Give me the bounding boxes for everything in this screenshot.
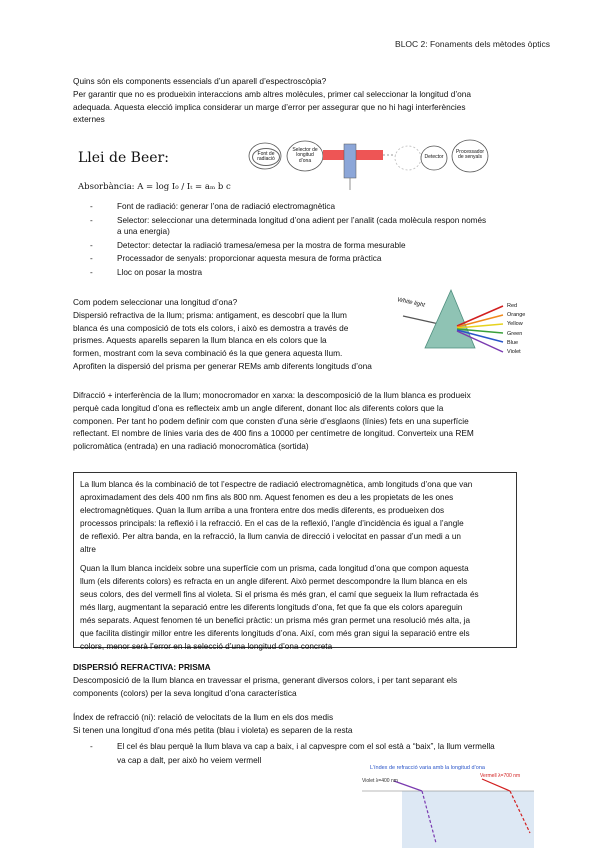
color-label-violet: Violet [507,349,521,356]
paragraph-line: externes [73,114,105,125]
spectrometer-schematic [248,136,490,192]
list-item: - Lloc on posar la mostra [90,266,530,280]
section-refraction [73,711,533,737]
question-components: Quins són els components essencials d’un aparell d’espectroscòpia? [73,76,327,86]
section-dispersion [73,661,533,699]
components-list [90,200,530,279]
refraction-index-line: Índex de refracció (ni): relació de velocitats de la llum en els dos medis [73,712,334,722]
violet-label: Violet λ=400 nm [362,778,398,784]
paragraph-line: perquè cada longitud d’ona es reflecteix amb un angle diferent, donant lloc als diferents colors que la [73,402,444,413]
paragraph-line: reflectant. El nombre de línies varia des de 400 fins a 10000 per centímetre de longitud. Converteix una REM [73,428,474,439]
list-item: - Processador de senyals: proporcionar aquesta mesura de forma pràctica [90,252,530,266]
paragraph-line: aproximadament des dels 400 nm fins als 800 nm. Aquest fenomen es deu a les propietats de les ones [80,493,454,502]
paragraph-line: Per garantir que no es produeixin interaccions amb altres molècules, primer cal seleccionar la longitud d’ona [73,88,471,99]
list-item: - Selector: seleccionar una determinada longitud d’ona adient per l’analit (cada molècula respon només [90,214,530,228]
refraction-figure-title: L’índex de refracció varia amb la longitud d’ona [370,765,485,771]
list-item-continuation: a una energia) [117,227,170,236]
paragraph-line: prismes. Aquests aparells separen la llum blanca en els colors que la [73,335,327,346]
refraction-wavelength-line: Si tenen una longitud d’ona més petita (blau i violeta) es separen de la resta [73,724,353,735]
paragraph-line: Difracció + interferència de la llum; monocromador en xarxa: la descomposició de la llum blanca es produeix [73,390,471,400]
box-paragraph-1 [80,478,510,556]
question-wavelength: Com podem seleccionar una longitud d’ona? [73,297,238,307]
list-item [90,225,530,239]
section-components [73,75,533,126]
paragraph-line: formen, mostrant com la seva combinació és la que genera aquesta llum. [73,348,343,359]
list-item: - Detector: detectar la radiació tramesa/emesa per la mostra de forma mesurable [90,239,530,253]
list-item: - El cel és blau perquè la llum blava va cap a baix, i al capvespre com el sol està a “baix”, la llum vermella [90,740,530,754]
paragraph-line: altre [80,545,96,554]
beer-law-title: Llei de Beer: [78,150,169,166]
list-item-continuation: va cap a dalt, per això ho veiem vermell [117,755,262,765]
color-label-green: Green [507,330,523,337]
paragraph-line: de reflexió. Per altra banda, en la refracció, la llum canvia de direcció i velocitat en passar d’un medi a un [80,532,461,541]
spectrometer-diagram [248,136,490,192]
node-processor: Processador de senyals [455,148,485,160]
paragraph-line: policromàtica (entrada) en una radiació monocromàtica (sortida) [73,441,309,452]
paragraph-line: electromagnètiques. Quan la llum arriba a una frontera entre dos medis diferents, es produeixen dos [80,506,445,515]
white-light-label: White light [396,297,426,309]
color-label-yellow: Yellow [507,321,523,328]
node-selector: Selector de longitud d’ona [292,146,318,164]
paragraph-line: més separats. Aquest fenomen té un benefici pràctic: un prisma més gran permet una resolució més alta, ja [80,616,471,625]
paragraph-line: més llarg, augmentant la separació entre les diferents longituds d’ona, fet que fa que els colors apareguin [80,603,463,612]
page-header: BLOC 2: Fonaments dels mètodes òptics [395,39,550,49]
color-label-orange: Orange [507,312,526,319]
paragraph-line: seus colors, des del vermell fins al violeta. Si el prisma és més gran, el camí que segueix la llum refractada és [80,590,479,599]
paragraph-line: components (colors) per la seva longitud d’ona característica [73,687,297,698]
prism-color-labels [507,302,525,357]
paragraph-line: Dispersió refractiva de la llum; prisma: antigament, es descobrí que la llum [73,309,347,320]
paragraph-line: llum (els diferents colors) es refracta en un angle diferent. Això permet descompondre la llum blanca en els [80,577,468,586]
list-item: - Font de radiació: generar l’ona de radiació electromagnètica [90,200,530,214]
refraction-figure [362,763,534,848]
section-heading: DISPERSIÓ REFRACTIVA: PRISMA [73,662,211,672]
paragraph-line: componen. Per tant ho podem definir com que consten d’una sèrie d’esglaons (línies) fets en una superfície [73,415,469,426]
beer-law-equation: Absorbància: A = log I₀ / Iₜ = aₘ b c [78,182,231,192]
paragraph-line: processos principals: la reflexió i la refracció. En el cas de la reflexió, l’angle d’incidència és igual a l’angle [80,519,464,528]
paragraph-line: Quan la llum blanca incideix sobre una superfície com un prisma, cada longitud d’ona que compon aquesta [80,564,469,573]
node-detector: Detector [424,154,444,161]
color-label-blue: Blue [507,339,519,346]
paragraph-line: que facilita distingir millor entre les diferents longituds d’ona. Així, com més gran sigui la separació entre els [80,629,470,638]
prism-figure [395,286,535,362]
red-label: Vermell λ=700 nm [480,773,521,779]
section-diffraction [73,389,533,453]
paragraph-line: adequada. Aquesta elecció implica considerar un marge d’error per assegurar que no hi hagi interferències [73,101,466,112]
paragraph-line: Descomposició de la llum blanca en travessar el prisma, generant diversos colors, i per tant separant els [73,674,458,685]
node-source: Font de radiació [252,148,280,166]
paragraph-line: Aprofiten la dispersió del prisma per generar REMs amb diferents longituds d’ona [73,360,372,371]
explanation-box [73,472,517,651]
section-wavelength-selection [73,296,413,373]
paragraph-line: blanca és una composició de tots els colors, i això es demostra a través de [73,322,349,333]
paragraph-line: La llum blanca és la combinació de tot l’espectre de radiació electromagnètica, amb longituds d’ona que van [80,480,473,489]
box-paragraph-2 [80,562,510,653]
paragraph-line: colors, menor serà l’error en la selecció d’una longitud d’ona concreta [80,642,333,651]
color-label-red: Red [507,303,518,309]
